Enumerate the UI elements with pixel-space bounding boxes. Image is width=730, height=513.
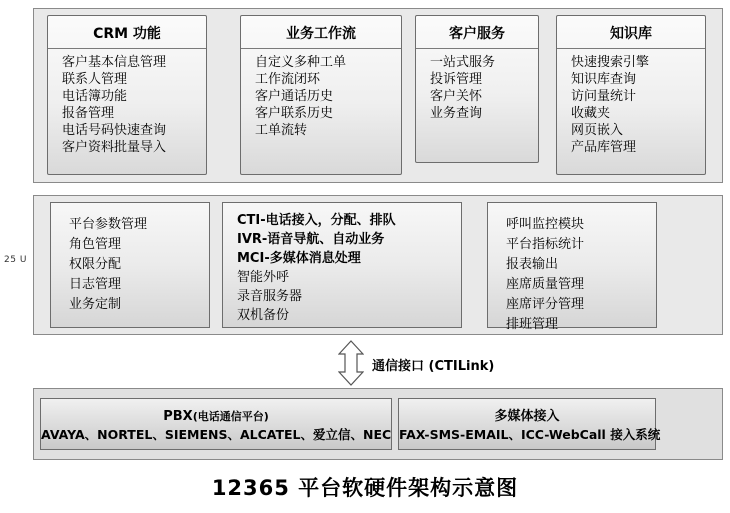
list-item: 角色管理 xyxy=(69,237,122,252)
list-item: 排班管理 xyxy=(506,317,559,332)
card-knowledge-base[interactable] xyxy=(556,15,706,175)
card-call-monitoring[interactable] xyxy=(487,202,657,332)
box-pbx-detail: AVAYA、NORTEL、SIEMENS、ALCATEL、爱立信、NEC xyxy=(41,427,392,442)
box-pbx[interactable] xyxy=(40,398,392,450)
list-item: 投诉管理 xyxy=(430,72,483,87)
list-item: 权限分配 xyxy=(69,257,122,272)
list-item: 客户关怀 xyxy=(430,89,483,104)
list-item: 双机备份 xyxy=(237,308,290,323)
box-pbx-title-sub: (电话通信平台) xyxy=(192,410,269,423)
list-item: 客户通话历史 xyxy=(255,89,334,104)
card-crm[interactable] xyxy=(47,15,207,175)
list-item: 电话簿功能 xyxy=(62,89,128,104)
list-item: 报表输出 xyxy=(506,257,559,272)
divider xyxy=(416,48,538,49)
card-crm-list xyxy=(48,54,206,156)
card-workflow[interactable] xyxy=(240,15,402,175)
card-customer-service-list xyxy=(416,54,538,122)
list-item: IVR-语音导航、自动业务 xyxy=(237,232,385,247)
box-multimedia-access-detail: FAX-SMS-EMAIL、ICC-WebCall 接入系统 xyxy=(399,427,661,442)
list-item: 自定义多种工单 xyxy=(255,55,347,70)
list-item: 产品库管理 xyxy=(571,140,637,155)
diagram-caption: 12365 平台软硬件架构示意图 xyxy=(211,476,519,500)
list-item: 客户联系历史 xyxy=(255,106,334,121)
list-item: 快速搜索引擎 xyxy=(571,55,650,70)
list-item: 录音服务器 xyxy=(237,289,303,304)
list-item: 收藏夹 xyxy=(571,106,611,121)
card-cti-core-list xyxy=(223,203,461,325)
list-item: 工单流转 xyxy=(255,123,308,138)
list-item: 电话号码快速查询 xyxy=(62,123,167,138)
side-note: 25 U xyxy=(4,255,27,265)
list-item: 网页嵌入 xyxy=(571,123,624,138)
list-item: 工作流闭环 xyxy=(255,72,321,87)
list-item: MCI-多媒体消息处理 xyxy=(237,251,361,266)
list-item: 业务定制 xyxy=(69,297,122,312)
list-item: 业务查询 xyxy=(430,106,483,121)
divider xyxy=(241,48,401,49)
card-crm-title: CRM 功能 xyxy=(93,26,161,42)
ctilink-label: 通信接口 (CTILink) xyxy=(372,359,495,374)
card-workflow-list xyxy=(241,54,401,139)
card-knowledge-base-list xyxy=(557,54,705,156)
box-pbx-title xyxy=(41,408,391,426)
card-platform-management-list xyxy=(51,203,209,315)
divider xyxy=(557,48,705,49)
list-item: 呼叫监控模块 xyxy=(506,217,585,232)
list-item: 访问量统计 xyxy=(571,89,637,104)
box-pbx-title-main: PBX xyxy=(163,409,193,424)
list-item: 平台参数管理 xyxy=(69,217,148,232)
list-item: 联系人管理 xyxy=(62,72,128,87)
divider xyxy=(48,48,206,49)
card-knowledge-base-title: 知识库 xyxy=(610,26,652,42)
card-customer-service[interactable] xyxy=(415,15,539,163)
list-item: 知识库查询 xyxy=(571,72,637,87)
card-call-monitoring-list xyxy=(488,203,656,335)
list-item: 报备管理 xyxy=(62,106,115,121)
card-cti-core[interactable] xyxy=(222,202,462,328)
double-arrow-vertical-icon xyxy=(338,340,364,386)
list-item: 日志管理 xyxy=(69,277,122,292)
list-item: 座席质量管理 xyxy=(506,277,585,292)
list-item: 客户资料批量导入 xyxy=(62,140,167,155)
card-platform-management[interactable] xyxy=(50,202,210,328)
card-customer-service-title: 客户服务 xyxy=(449,26,505,42)
card-workflow-title: 业务工作流 xyxy=(286,26,356,42)
list-item: 一站式服务 xyxy=(430,55,496,70)
list-item: 平台指标统计 xyxy=(506,237,585,252)
list-item: 座席评分管理 xyxy=(506,297,585,312)
box-multimedia-access-title xyxy=(399,408,655,426)
box-multimedia-access-title-main: 多媒体接入 xyxy=(494,409,560,424)
box-multimedia-access[interactable] xyxy=(398,398,661,450)
list-item: 客户基本信息管理 xyxy=(62,55,167,70)
list-item: CTI-电话接入，分配、排队 xyxy=(237,213,396,228)
list-item: 智能外呼 xyxy=(237,270,290,285)
